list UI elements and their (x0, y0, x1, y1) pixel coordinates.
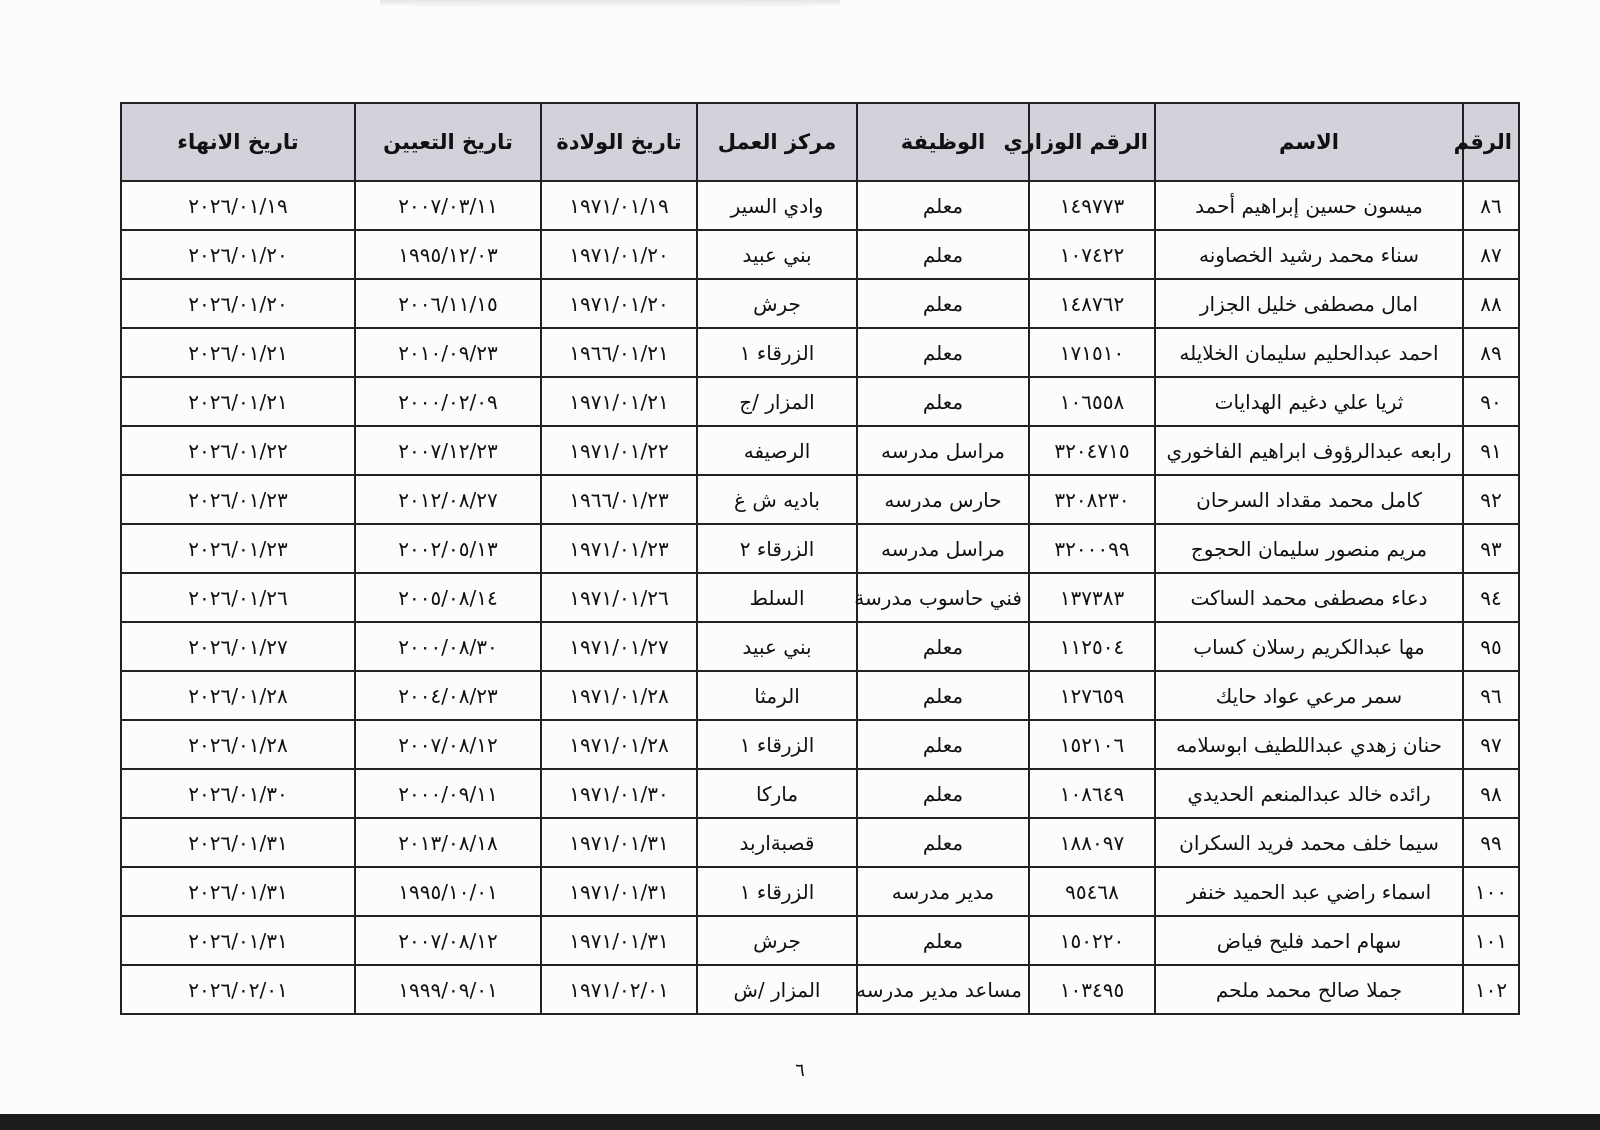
cell-end-date: ٢٠٢٦/٠١/٢٠ (121, 279, 355, 328)
cell-appointment-date: ٢٠٠٠/٠٢/٠٩ (355, 377, 541, 426)
cell-workplace: المزار /ج (697, 377, 857, 426)
cell-appointment-date: ١٩٩٥/١٢/٠٣ (355, 230, 541, 279)
table-row (121, 622, 1519, 671)
table-row (121, 965, 1519, 1014)
cell-job: معلم (857, 622, 1029, 671)
cell-job: مدير مدرسه (857, 867, 1029, 916)
cell-job: معلم (857, 720, 1029, 769)
cell-job: فني حاسوب مدرسة (857, 573, 1029, 622)
cell-job: معلم (857, 279, 1029, 328)
cell-no: ٩٥ (1463, 622, 1519, 671)
cell-end-date: ٢٠٢٦/٠١/٢٢ (121, 426, 355, 475)
table-row (121, 181, 1519, 230)
cell-end-date: ٢٠٢٦/٠١/٢٣ (121, 524, 355, 573)
cell-workplace: قصبةاربد (697, 818, 857, 867)
cell-name: مريم منصور سليمان الحجوج (1155, 524, 1463, 573)
cell-no: ٩٨ (1463, 769, 1519, 818)
cell-name: ميسون حسين إبراهيم أحمد (1155, 181, 1463, 230)
cell-no: ٩٦ (1463, 671, 1519, 720)
cell-ministry-no: ١٢٧٦٥٩ (1029, 671, 1155, 720)
cell-name: امال مصطفى خليل الجزار (1155, 279, 1463, 328)
cell-no: ١٠٢ (1463, 965, 1519, 1014)
cell-appointment-date: ٢٠٠٠/٠٩/١١ (355, 769, 541, 818)
cell-appointment-date: ٢٠١٣/٠٨/١٨ (355, 818, 541, 867)
cell-end-date: ٢٠٢٦/٠١/٣١ (121, 916, 355, 965)
cell-end-date: ٢٠٢٦/٠١/٣٠ (121, 769, 355, 818)
cell-appointment-date: ١٩٩٥/١٠/٠١ (355, 867, 541, 916)
cell-ministry-no: ٣٢٠٨٢٣٠ (1029, 475, 1155, 524)
cell-job: مراسل مدرسه (857, 524, 1029, 573)
cell-no: ٨٩ (1463, 328, 1519, 377)
cell-appointment-date: ٢٠٠٧/٠٣/١١ (355, 181, 541, 230)
cell-ministry-no: ١٧١٥١٠ (1029, 328, 1155, 377)
cell-ministry-no: ١٥٢١٠٦ (1029, 720, 1155, 769)
cell-workplace: الرمثا (697, 671, 857, 720)
cell-ministry-no: ٩٥٤٦٨ (1029, 867, 1155, 916)
table-row (121, 377, 1519, 426)
cell-no: ٩٧ (1463, 720, 1519, 769)
table-row (121, 573, 1519, 622)
table-row (121, 671, 1519, 720)
cell-workplace: الزرقاء ١ (697, 867, 857, 916)
cell-birth-date: ١٩٧١/٠١/٢٨ (541, 671, 697, 720)
cell-job: معلم (857, 230, 1029, 279)
cell-ministry-no: ٣٢٠٤٧١٥ (1029, 426, 1155, 475)
cell-name: احمد عبدالحليم سليمان الخلايله (1155, 328, 1463, 377)
cell-ministry-no: ١٤٨٧٦٢ (1029, 279, 1155, 328)
table-row (121, 867, 1519, 916)
cell-job: معلم (857, 671, 1029, 720)
cell-birth-date: ١٩٧١/٠١/٢٢ (541, 426, 697, 475)
cell-ministry-no: ١٨٨٠٩٧ (1029, 818, 1155, 867)
cell-birth-date: ١٩٦٦/٠١/٢١ (541, 328, 697, 377)
cell-end-date: ٢٠٢٦/٠١/٢٧ (121, 622, 355, 671)
cell-appointment-date: ٢٠٠٧/٠٨/١٢ (355, 916, 541, 965)
header-appointment-date: تاريخ التعيين (355, 103, 541, 181)
cell-appointment-date: ٢٠١٠/٠٩/٢٣ (355, 328, 541, 377)
cell-appointment-date: ١٩٩٩/٠٩/٠١ (355, 965, 541, 1014)
cell-ministry-no: ١٣٧٣٨٣ (1029, 573, 1155, 622)
cell-birth-date: ١٩٧١/٠١/١٩ (541, 181, 697, 230)
cell-name: سيما خلف محمد فريد السكران (1155, 818, 1463, 867)
cell-birth-date: ١٩٧١/٠٢/٠١ (541, 965, 697, 1014)
cell-workplace: جرش (697, 916, 857, 965)
cell-name: مها عبدالكريم رسلان كساب (1155, 622, 1463, 671)
cell-no: ١٠٠ (1463, 867, 1519, 916)
cell-job: مراسل مدرسه (857, 426, 1029, 475)
cell-birth-date: ١٩٧١/٠١/٢٨ (541, 720, 697, 769)
cell-end-date: ٢٠٢٦/٠١/٢٠ (121, 230, 355, 279)
header-ministry-no: الرقم الوزاري (1029, 103, 1155, 181)
cell-end-date: ٢٠٢٦/٠١/١٩ (121, 181, 355, 230)
cell-workplace: الزرقاء ٢ (697, 524, 857, 573)
cell-no: ٩٣ (1463, 524, 1519, 573)
cell-appointment-date: ٢٠٠٦/١١/١٥ (355, 279, 541, 328)
cell-no: ٩١ (1463, 426, 1519, 475)
cell-job: معلم (857, 328, 1029, 377)
cell-end-date: ٢٠٢٦/٠١/٣١ (121, 867, 355, 916)
cell-birth-date: ١٩٧١/٠١/٢٧ (541, 622, 697, 671)
page-number: ٦ (795, 1060, 805, 1081)
retirement-table (120, 102, 1520, 1015)
cell-no: ٩٤ (1463, 573, 1519, 622)
cell-workplace: الرصيفه (697, 426, 857, 475)
header-no: الرقم (1463, 103, 1519, 181)
cell-ministry-no: ١٤٩٧٧٣ (1029, 181, 1155, 230)
cell-name: حنان زهدي عبداللطيف ابوسلامه (1155, 720, 1463, 769)
cell-job: معلم (857, 916, 1029, 965)
cell-end-date: ٢٠٢٦/٠١/٢٨ (121, 671, 355, 720)
cell-workplace: ماركا (697, 769, 857, 818)
cell-end-date: ٢٠٢٦/٠١/٢٨ (121, 720, 355, 769)
cell-workplace: الزرقاء ١ (697, 328, 857, 377)
cell-birth-date: ١٩٧١/٠١/٢٣ (541, 524, 697, 573)
table-header-row (121, 103, 1519, 181)
cell-job: حارس مدرسه (857, 475, 1029, 524)
cell-workplace: المزار /ش (697, 965, 857, 1014)
table-row (121, 230, 1519, 279)
table-row (121, 426, 1519, 475)
cell-birth-date: ١٩٧١/٠١/٢١ (541, 377, 697, 426)
cell-name: سمر مرعي عواد حايك (1155, 671, 1463, 720)
cell-birth-date: ١٩٧١/٠١/٢٠ (541, 279, 697, 328)
cell-appointment-date: ٢٠٠٧/٠٨/١٢ (355, 720, 541, 769)
cell-no: ٩٩ (1463, 818, 1519, 867)
cell-workplace: وادي السير (697, 181, 857, 230)
header-end-date: تاريخ الانهاء (121, 103, 355, 181)
cell-name: رابعه عبدالرؤوف ابراهيم الفاخوري (1155, 426, 1463, 475)
cell-workplace: بني عبيد (697, 622, 857, 671)
table-row (121, 524, 1519, 573)
table-row (121, 328, 1519, 377)
header-job: الوظيفة (857, 103, 1029, 181)
table-row (121, 916, 1519, 965)
cell-end-date: ٢٠٢٦/٠١/٢١ (121, 377, 355, 426)
scan-shadow (380, 0, 840, 8)
cell-end-date: ٢٠٢٦/٠٢/٠١ (121, 965, 355, 1014)
cell-job: مساعد مدير مدرسه (857, 965, 1029, 1014)
cell-no: ٨٧ (1463, 230, 1519, 279)
cell-birth-date: ١٩٧١/٠١/٣١ (541, 916, 697, 965)
header-workplace: مركز العمل (697, 103, 857, 181)
cell-ministry-no: ١٠٣٤٩٥ (1029, 965, 1155, 1014)
cell-name: كامل محمد مقداد السرحان (1155, 475, 1463, 524)
cell-appointment-date: ٢٠٠٤/٠٨/٢٣ (355, 671, 541, 720)
table-row (121, 818, 1519, 867)
cell-birth-date: ١٩٧١/٠١/٢٠ (541, 230, 697, 279)
cell-end-date: ٢٠٢٦/٠١/٢٣ (121, 475, 355, 524)
cell-name: رائده خالد عبدالمنعم الحديدي (1155, 769, 1463, 818)
cell-birth-date: ١٩٧١/٠١/٢٦ (541, 573, 697, 622)
cell-birth-date: ١٩٧١/٠١/٣١ (541, 818, 697, 867)
cell-end-date: ٢٠٢٦/٠١/٢٦ (121, 573, 355, 622)
cell-job: معلم (857, 377, 1029, 426)
cell-workplace: بني عبيد (697, 230, 857, 279)
cell-name: اسماء راضي عبد الحميد خنفر (1155, 867, 1463, 916)
cell-workplace: الزرقاء ١ (697, 720, 857, 769)
cell-job: معلم (857, 181, 1029, 230)
cell-end-date: ٢٠٢٦/٠١/٢١ (121, 328, 355, 377)
cell-workplace: السلط (697, 573, 857, 622)
cell-birth-date: ١٩٦٦/٠١/٢٣ (541, 475, 697, 524)
cell-name: سناء محمد رشيد الخصاونه (1155, 230, 1463, 279)
cell-appointment-date: ٢٠١٢/٠٨/٢٧ (355, 475, 541, 524)
cell-job: معلم (857, 769, 1029, 818)
table-body (121, 181, 1519, 1014)
cell-appointment-date: ٢٠٠٧/١٢/٢٣ (355, 426, 541, 475)
cell-no: ٩٢ (1463, 475, 1519, 524)
cell-no: ٨٦ (1463, 181, 1519, 230)
table-row (121, 279, 1519, 328)
cell-birth-date: ١٩٧١/٠١/٣٠ (541, 769, 697, 818)
cell-ministry-no: ١٠٨٦٤٩ (1029, 769, 1155, 818)
cell-ministry-no: ١٥٠٢٢٠ (1029, 916, 1155, 965)
header-name: الاسم (1155, 103, 1463, 181)
cell-ministry-no: ٣٢٠٠٠٩٩ (1029, 524, 1155, 573)
table-row (121, 475, 1519, 524)
table-row (121, 769, 1519, 818)
table-row (121, 720, 1519, 769)
cell-appointment-date: ٢٠٠٢/٠٥/١٣ (355, 524, 541, 573)
cell-workplace: باديه ش غ (697, 475, 857, 524)
cell-name: دعاء مصطفى محمد الساكت (1155, 573, 1463, 622)
cell-end-date: ٢٠٢٦/٠١/٣١ (121, 818, 355, 867)
cell-ministry-no: ١١٢٥٠٤ (1029, 622, 1155, 671)
cell-appointment-date: ٢٠٠٠/٠٨/٣٠ (355, 622, 541, 671)
cell-job: معلم (857, 818, 1029, 867)
cell-no: ٩٠ (1463, 377, 1519, 426)
cell-name: ثريا علي دغيم الهدايات (1155, 377, 1463, 426)
cell-name: سهام احمد فليح فياض (1155, 916, 1463, 965)
scan-bottom-edge (0, 1114, 1600, 1130)
cell-name: جملا صالح محمد ملحم (1155, 965, 1463, 1014)
cell-birth-date: ١٩٧١/٠١/٣١ (541, 867, 697, 916)
cell-no: ١٠١ (1463, 916, 1519, 965)
cell-ministry-no: ١٠٦٥٥٨ (1029, 377, 1155, 426)
header-birth-date: تاريخ الولادة (541, 103, 697, 181)
cell-ministry-no: ١٠٧٤٢٢ (1029, 230, 1155, 279)
cell-no: ٨٨ (1463, 279, 1519, 328)
cell-workplace: جرش (697, 279, 857, 328)
cell-appointment-date: ٢٠٠٥/٠٨/١٤ (355, 573, 541, 622)
